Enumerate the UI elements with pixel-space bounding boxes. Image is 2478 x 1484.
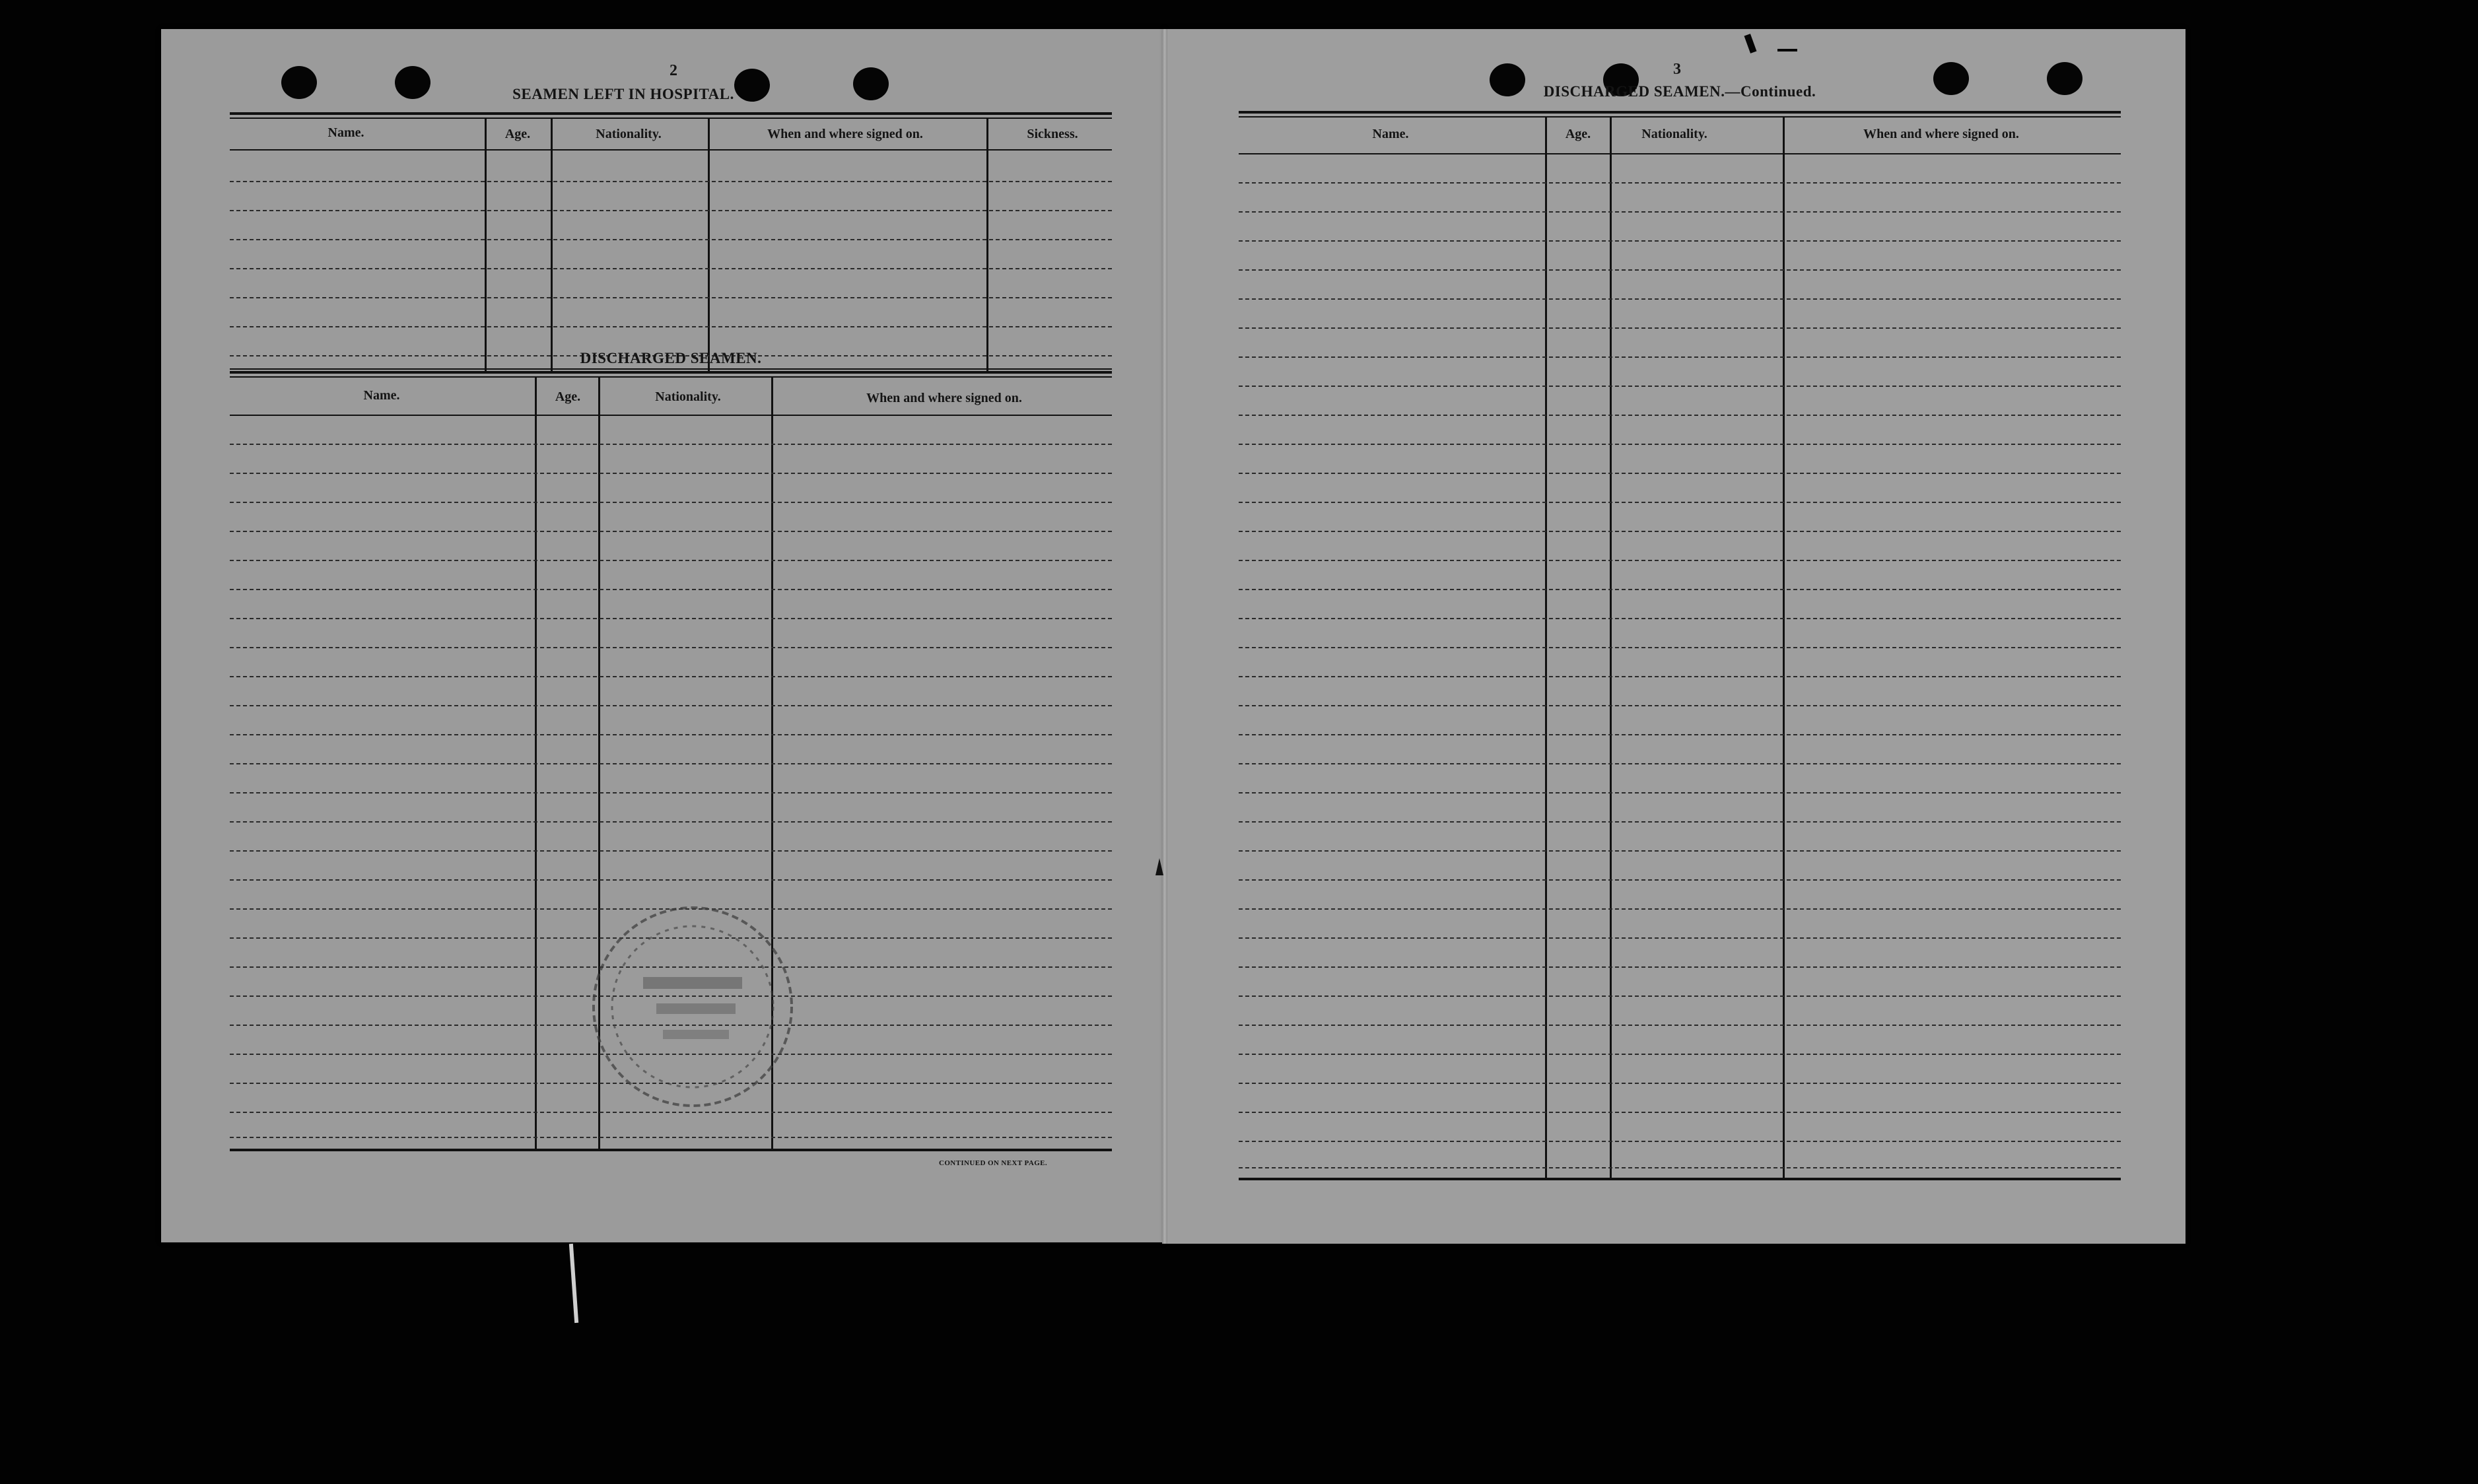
column-divider [551,118,553,371]
entry-line [1239,705,2121,706]
entry-line [1239,966,2121,968]
punch-hole [853,67,889,100]
header-rule [230,149,1112,151]
column-header-signed-on: When and where signed on. [1863,127,2019,141]
column-header-name: Name. [1372,127,1409,141]
entry-line [1239,1054,2121,1055]
entry-line [230,705,1112,706]
entry-line [1239,676,2121,677]
column-header-signed-on: When and where signed on. [767,127,923,141]
column-header-age: Age. [555,389,581,404]
punch-hole [395,66,430,99]
entry-line [1239,647,2121,648]
entry-line [1239,444,2121,445]
table-top-rule [1239,111,2121,114]
entry-line [1239,1112,2121,1113]
column-header-name: Name. [327,125,364,140]
table-top-rule [230,376,1112,378]
entry-line [1239,473,2121,474]
entry-line [230,850,1112,852]
column-header-age: Age. [504,127,531,141]
tear-mark [569,1244,578,1323]
entry-line [1239,763,2121,764]
punch-hole [1933,62,1969,95]
entry-line [230,1137,1112,1138]
header-rule [1239,153,2121,154]
entry-line [1239,327,2121,329]
section-title-discharged: DISCHARGED SEAMEN. [580,350,762,366]
column-header-nationality: Nationality. [596,127,662,141]
entry-line [230,268,1112,269]
entry-line [1239,298,2121,300]
page-number: 3 [1673,61,1681,78]
ink-mark [1777,49,1797,51]
entry-line [230,210,1112,211]
entry-line [1239,792,2121,793]
punch-hole [1490,63,1525,96]
column-header-signed-on: When and where signed on. [866,391,1022,405]
entry-line [230,647,1112,648]
entry-line [230,239,1112,240]
entry-line [230,589,1112,590]
entry-line [1239,937,2121,939]
entry-line [1239,850,2121,852]
entry-line [230,821,1112,823]
page-number: 2 [670,62,677,79]
table-top-rule [230,112,1112,115]
table-bottom-rule [1239,1178,2121,1180]
punch-hole [2047,62,2082,95]
ink-mark [1744,34,1757,53]
entry-line [1239,356,2121,358]
hospital-table [230,112,1112,371]
column-header-age: Age. [1565,127,1591,141]
entry-line [230,879,1112,881]
entry-line [230,326,1112,327]
entry-line [230,473,1112,474]
entry-line [230,502,1112,503]
column-divider [708,118,710,371]
entry-line [1239,386,2121,387]
table-top-rule [230,371,1112,374]
column-divider [485,118,487,371]
entry-line [1239,240,2121,242]
entry-line [1239,995,2121,997]
entry-line [1239,734,2121,735]
entry-line [230,792,1112,793]
entry-line [1239,502,2121,503]
entry-line [1239,269,2121,271]
entry-line [230,444,1112,445]
column-header-nationality: Nationality. [1641,127,1707,141]
entry-line [1239,1083,2121,1084]
entry-line [1239,415,2121,416]
postmark-stamp [584,898,802,1116]
entry-line [1239,589,2121,590]
page-fold [1162,29,1167,1244]
entry-line [1239,531,2121,532]
discharged-continued-table [1239,111,2121,1183]
entry-line [230,734,1112,735]
left-page [161,29,1165,1242]
entry-line [1239,821,2121,823]
entry-line [1239,560,2121,561]
entry-line [1239,182,2121,184]
section-title-hospital: SEAMEN LEFT IN HOSPITAL. [512,86,734,102]
table-bottom-rule [230,1149,1112,1151]
entry-line [1239,211,2121,213]
punch-hole [734,69,770,102]
table-top-rule [230,118,1112,119]
entry-line [230,676,1112,677]
continued-note: CONTINUED ON NEXT PAGE. [939,1159,1048,1167]
entry-line [230,618,1112,619]
column-divider [986,118,988,371]
entry-line [1239,879,2121,881]
entry-line [230,531,1112,532]
table-top-rule [1239,116,2121,118]
section-title-discharged-continued: DISCHARGED SEAMEN.—Continued. [1543,83,1816,100]
entry-line [1239,618,2121,619]
right-page [1165,29,2185,1244]
column-header-nationality: Nationality. [655,389,721,404]
column-header-name: Name. [363,388,400,403]
entry-line [1239,908,2121,910]
entry-line [230,763,1112,764]
entry-line [230,560,1112,561]
punch-hole [281,66,317,99]
entry-line [1239,1141,2121,1142]
entry-line [1239,1025,2121,1026]
entry-line [230,181,1112,182]
entry-line [1239,1167,2121,1168]
header-rule [230,415,1112,416]
entry-line [230,297,1112,298]
table-bottom-rule [230,368,1112,370]
column-header-sickness: Sickness. [1027,127,1078,141]
